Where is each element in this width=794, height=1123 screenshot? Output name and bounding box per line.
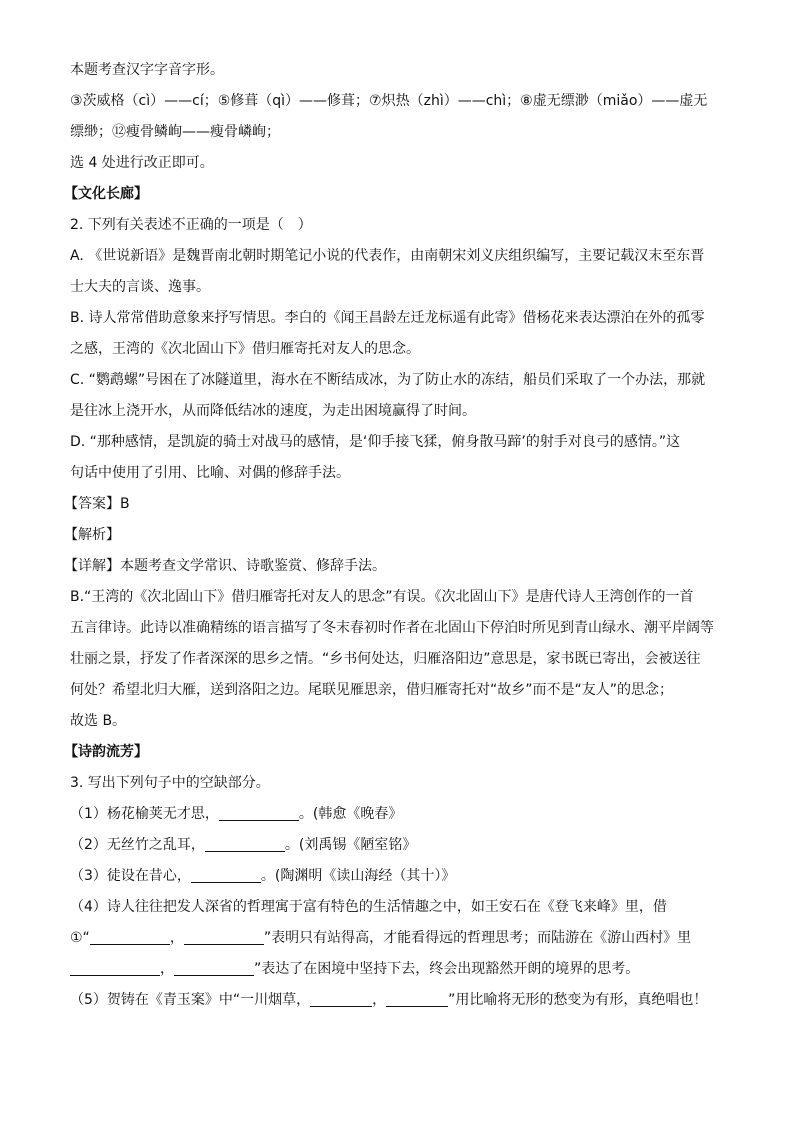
section-heading-poem: 【诗韵流芳】 bbox=[64, 744, 148, 760]
q2-explanation-line-3: 壮丽之景，抒发了作者深深的思乡之情。“乡书何处达，归雁洛阳边”意思是，家书既已寄出，会被送往 bbox=[70, 651, 701, 667]
q3-item-3-blank[interactable] bbox=[191, 864, 261, 883]
q2-explanation-line-2: 五言律诗。此诗以准确精练的语言描写了冬末春初时作者在北固山下停泊时所见到青山绿水、潮平岸阔等 bbox=[70, 620, 714, 636]
intro-line-1: 本题考查汉字字音字形。 bbox=[70, 62, 224, 78]
q2-option-d-line-1: D. “那种感情，是凯旋的骑士对战马的感情，是‘仰手接飞猱，俯身散马蹄’的射手对良弓的感情。”这 bbox=[70, 434, 681, 450]
q2-explanation-line-5: 故选 B。 bbox=[70, 713, 127, 729]
q3-stem: 3. 写出下列句子中的空缺部分。 bbox=[70, 775, 270, 791]
q3-item-5-blank-2[interactable] bbox=[386, 988, 448, 1007]
q2-option-b-line-1: B. 诗人常常借助意象来抒写情思。李白的《闻王昌龄左迁龙标遥有此寄》借杨花来表达漂泊在外的孤零 bbox=[70, 310, 705, 326]
intro-line-2: ③茨威格（cì）——cí；⑤修葺（qì）——修葺；⑦炽热（zhì）——chì；⑧虚无缥渺（miǎo）——虚无 bbox=[70, 93, 708, 109]
q2-option-b-line-2: 之感，王湾的《次北固山下》借归雁寄托对友人的思念。 bbox=[70, 341, 420, 357]
q2-option-c-line-1: C. “鹦鹉螺”号困在了冰隧道里，海水在不断结成冰，为了防止水的冻结，船员们采取了一个办法，那就 bbox=[70, 372, 706, 388]
q3-item-3-prefix: （3）徒设在昔心， bbox=[70, 868, 191, 884]
q3-item-4-mid: ”表明只有站得高，才能看得远的哲理思考；而陆游在《游山西村》里 bbox=[263, 930, 692, 946]
section-heading-culture: 【文化长廊】 bbox=[64, 186, 148, 202]
q3-item-5-comma: ， bbox=[372, 992, 387, 1008]
q3-item-5-suffix: ”用比喻将无形的愁变为有形，真绝唱也！ bbox=[448, 992, 708, 1008]
q3-item-4-blank-3[interactable] bbox=[70, 957, 160, 976]
q3-item-1-suffix: 。(韩愈《晚春》 bbox=[298, 806, 403, 822]
q2-detail: 【详解】本题考查文学常识、诗歌鉴赏、修辞手法。 bbox=[64, 558, 386, 574]
q3-item-4-line-1: （4）诗人往往把发人深省的哲理寓于富有特色的生活情趣之中，如王安石在《登飞来峰》里，借 bbox=[70, 899, 667, 915]
q3-item-4-blank-2[interactable] bbox=[184, 926, 264, 945]
q3-item-1-blank[interactable] bbox=[219, 802, 299, 821]
q3-item-1 bbox=[70, 799, 730, 830]
q2-option-a-line-2: 士大夫的言谈、逸事。 bbox=[70, 279, 210, 295]
q2-option-d-line-2: 句话中使用了引用、比喻、对偶的修辞手法。 bbox=[70, 465, 350, 481]
q3-item-2-suffix: 。(刘禹锡《陋室铭》 bbox=[284, 837, 417, 853]
q3-item-4-open: ①“ bbox=[70, 930, 90, 946]
document-page bbox=[64, 55, 730, 1016]
q3-item-3-suffix: 。(陶渊明《读山海经（其十）》 bbox=[260, 868, 456, 884]
intro-line-3: 缥缈；⑫瘦骨鳞峋——瘦骨嶙峋； bbox=[70, 124, 280, 140]
q3-item-4-line-3 bbox=[70, 954, 730, 985]
intro-line-4: 选 4 处进行改正即可。 bbox=[70, 155, 214, 171]
q2-explanation-line-1: B.“王湾的《次北固山下》借归雁寄托对友人的思念”有误。《次北固山下》是唐代诗人王湾创作的一首 bbox=[70, 589, 694, 605]
q3-item-5-blank-1[interactable] bbox=[310, 988, 372, 1007]
q3-item-4-comma-2: ， bbox=[160, 961, 174, 977]
q3-item-4-blank-1[interactable] bbox=[90, 926, 170, 945]
q3-item-2-prefix: （2）无丝竹之乱耳， bbox=[70, 837, 205, 853]
q3-item-1-prefix: （1）杨花榆荚无才思， bbox=[70, 806, 219, 822]
q3-item-2 bbox=[70, 830, 730, 861]
q3-item-4-comma-1: ， bbox=[169, 930, 184, 946]
q3-item-4-line-2 bbox=[70, 923, 730, 954]
q3-item-4-end: ”表达了在困境中坚持下去，终会出现豁然开朗的境界的思考。 bbox=[254, 961, 640, 977]
q2-answer: 【答案】B bbox=[64, 496, 130, 512]
q2-analysis-label: 【解析】 bbox=[64, 527, 120, 543]
q2-option-a-line-1: A. 《世说新语》是魏晋南北朝时期笔记小说的代表作，由南朝宋刘义庆组织编写，主要记载汉末至东晋 bbox=[70, 248, 705, 264]
q2-option-c-line-2: 是往冰上浇开水，从而降低结冰的速度，为走出困境赢得了时间。 bbox=[70, 403, 476, 419]
q3-item-5-prefix: （5）贺铸在《青玉案》中“一川烟草， bbox=[70, 992, 311, 1008]
q3-item-2-blank[interactable] bbox=[205, 833, 285, 852]
q3-item-5 bbox=[70, 985, 730, 1016]
q2-explanation-line-4: 何处？希望北归大雁，送到洛阳之边。尾联见雁思亲，借归雁寄托对“故乡”而不是“友人”的思念； bbox=[70, 682, 674, 698]
q3-item-3 bbox=[70, 861, 730, 892]
q3-item-4-blank-4[interactable] bbox=[174, 957, 254, 976]
q2-stem: 2. 下列有关表述不正确的一项是（ ） bbox=[70, 217, 312, 233]
